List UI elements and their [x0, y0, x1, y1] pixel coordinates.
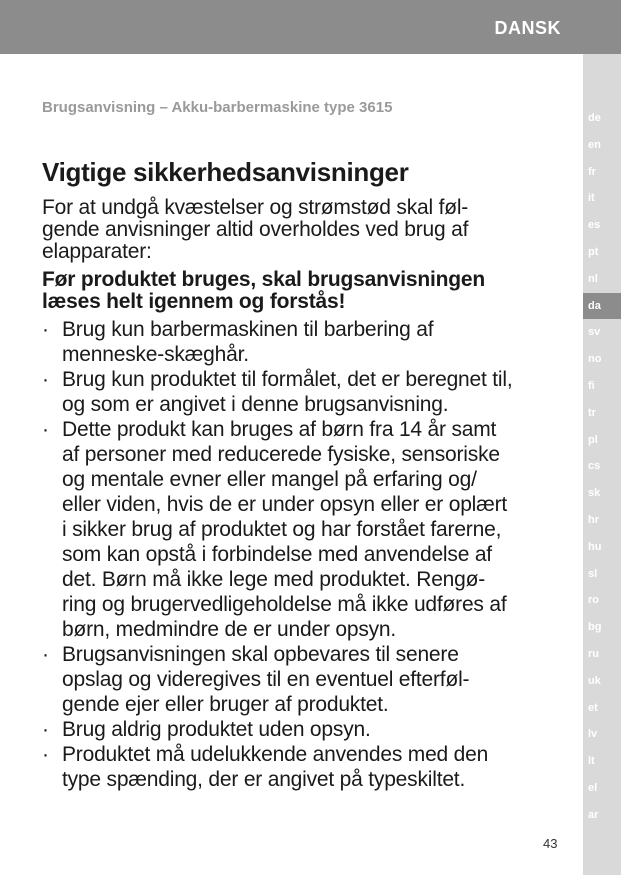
- text-line: ring og brugervedligeholdelse må ikke udføres af: [62, 593, 507, 616]
- bullet-marker: ·: [42, 318, 49, 341]
- text-line: Brug kun barbermaskinen til barbering af: [62, 318, 434, 341]
- language-title: DANSK: [494, 18, 561, 38]
- bullet-marker: ·: [42, 643, 49, 666]
- intro-paragraph: [42, 197, 567, 263]
- text-line: menneske-skæghår.: [62, 343, 249, 366]
- text-line: eller viden, hvis de er under opsyn eller er oplært: [62, 493, 508, 516]
- text-line: Produktet må udelukkende anvendes med den: [62, 743, 489, 766]
- text-line: i sikker brug af produktet og har forstået farerne,: [62, 518, 502, 541]
- list-item: [42, 367, 567, 417]
- language-tab-et: et: [588, 701, 598, 714]
- language-tab-nl: nl: [588, 272, 598, 285]
- language-tab-ar: ar: [588, 808, 599, 821]
- list-item: [42, 742, 567, 792]
- language-sidebar: [583, 54, 621, 875]
- list-item: [42, 417, 567, 642]
- language-tab-tr: tr: [588, 406, 596, 419]
- text-line: gende ejer eller bruger af produktet.: [62, 693, 389, 716]
- language-tab-bg: bg: [588, 621, 602, 634]
- document-subtitle: Brugsanvisning – Akku-barbermaskine type 3615: [42, 99, 393, 116]
- bullet-marker: ·: [42, 743, 49, 766]
- bullet-marker: ·: [42, 418, 49, 441]
- language-tab-de: de: [588, 112, 601, 124]
- text-line: Brug aldrig produktet uden opsyn.: [62, 718, 371, 741]
- language-tab-ro: ro: [588, 594, 599, 607]
- language-tab-es: es: [588, 219, 601, 232]
- text-line: Før produktet bruges, skal brugsanvisningen: [42, 268, 485, 291]
- text-line: børn, medmindre de er under opsyn.: [62, 618, 397, 641]
- section-heading: Vigtige sikkerhedsanvisninger: [42, 157, 409, 187]
- text-line: læses helt igennem og forstås!: [42, 290, 346, 313]
- text-line: og mentale evner eller mangel på erfaring og/: [62, 468, 477, 491]
- language-tab-ru: ru: [588, 647, 599, 660]
- text-line: Brugsanvisningen skal opbevares til senere: [62, 643, 459, 666]
- page-number: 43: [543, 836, 558, 851]
- text-line: gende anvisninger altid overholdes ved brug af: [42, 218, 469, 241]
- list-item: [42, 717, 567, 742]
- language-tab-fr: fr: [588, 165, 596, 178]
- language-tab-sl: sl: [588, 567, 598, 580]
- text-line: Dette produkt kan bruges af børn fra 14 år samt: [62, 418, 497, 441]
- header-bar: [0, 0, 621, 54]
- text-line: som kan opstå i forbindelse med anvendelse af: [62, 543, 492, 566]
- text-line: For at undgå kvæstelser og strømstød skal føl-: [42, 196, 469, 219]
- language-tab-lv: lv: [588, 728, 598, 741]
- language-tab-hr: hr: [588, 513, 599, 526]
- language-tab-en: en: [588, 138, 601, 151]
- safety-list: [42, 317, 567, 792]
- language-tab-fi: fi: [588, 379, 595, 392]
- language-tab-sk: sk: [588, 487, 601, 500]
- text-line: Brug kun produktet til formålet, det er beregnet til,: [62, 368, 513, 391]
- language-tab-cs: cs: [588, 460, 601, 473]
- bullet-marker: ·: [42, 718, 49, 741]
- text-line: opslag og videregives til en eventuel efterføl-: [62, 668, 470, 691]
- language-tab-it: it: [588, 192, 595, 205]
- warning-paragraph: [42, 269, 567, 313]
- language-tab-el: el: [588, 781, 598, 794]
- list-item: [42, 642, 567, 717]
- language-index: [583, 105, 621, 829]
- list-item: [42, 317, 567, 367]
- language-tab-pl: pl: [588, 433, 598, 446]
- text-line: elapparater:: [42, 240, 152, 263]
- bullet-marker: ·: [42, 368, 49, 391]
- text-line: type spænding, der er angivet på typeskiltet.: [62, 768, 466, 791]
- language-tab-pt: pt: [588, 245, 599, 258]
- text-line: og som er angivet i denne brugsanvisning.: [62, 393, 449, 416]
- language-tab-uk: uk: [588, 674, 601, 687]
- language-tab-hu: hu: [588, 540, 602, 553]
- language-tab-da: da: [583, 293, 621, 320]
- safety-section: [42, 156, 567, 792]
- text-line: det. Børn må ikke lege med produktet. Rengø-: [62, 568, 486, 591]
- language-tab-sv: sv: [588, 326, 601, 339]
- language-tab-no: no: [588, 353, 602, 366]
- language-tab-lt: lt: [588, 755, 595, 768]
- text-line: af personer med reducerede fysiske, sensoriske: [62, 443, 500, 466]
